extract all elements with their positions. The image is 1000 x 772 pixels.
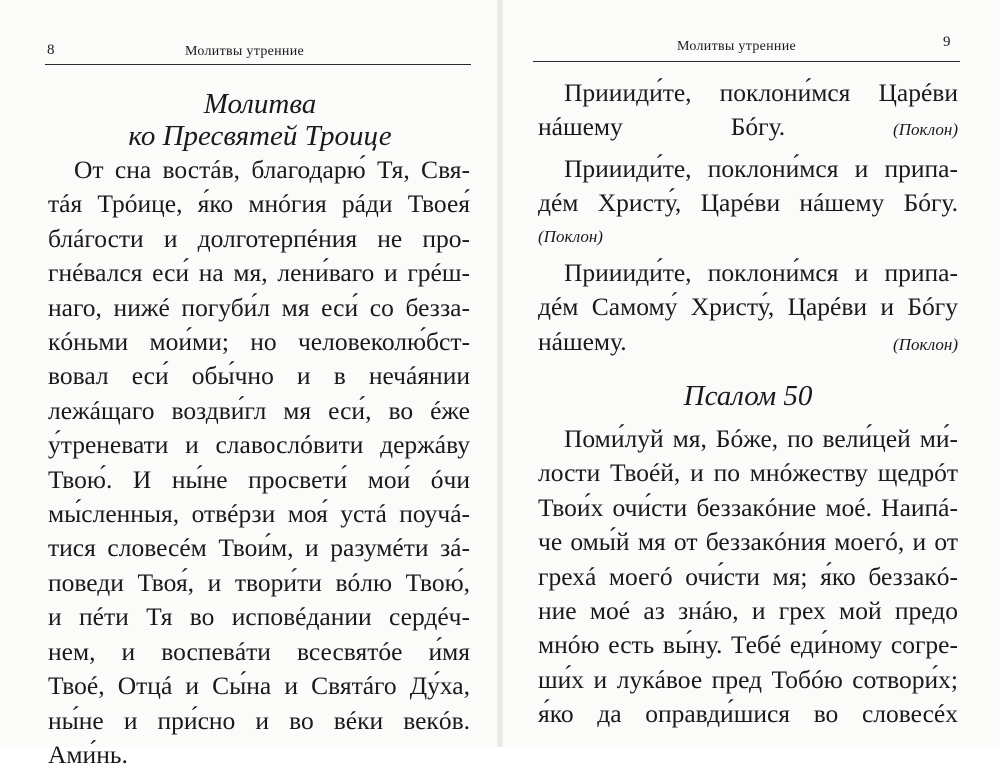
text-line: Поми́луй мя, Бóже, по вели́цей ми́- [564, 424, 958, 453]
title-line-1: Молитва [203, 88, 317, 120]
verse-3-line-3: нáшему. [538, 326, 627, 356]
right-running-head: Молитвы утренние [677, 39, 797, 54]
verse-1-note: (Поклон) [893, 120, 958, 140]
verse-2-note: (Поклон) [538, 226, 603, 246]
text-line: тися словесéм Твои́м, и разумéти зá- [48, 533, 470, 563]
psalm-title: Псалом 50 [683, 380, 813, 412]
text-line: вовал еси́ обы́чно и в нечáянии [48, 361, 470, 391]
text-line: я́ко да оправди́шися во словесéх [538, 699, 958, 729]
left-prayer-text [48, 153, 470, 772]
text-line: че омы́й мя от беззакóния моегó, и от [538, 527, 958, 557]
verse-2-line-2: дéм Христу́, Цaрéви нáшему Бóгу. [538, 188, 958, 218]
right-page-number: 9 [943, 34, 951, 50]
verse-1 [538, 76, 958, 148]
book-gutter [497, 0, 503, 747]
text-line: тáя Трóице, я́ко мнóгия рáди Твоея́ [48, 189, 470, 219]
text-line: грехá моегó очи́сти мя; я́ко беззакó- [538, 561, 958, 591]
psalm-text [538, 422, 958, 732]
left-page-number: 8 [47, 42, 55, 58]
text-line: лости Твоéй, и по мнóжеству щедрóт [538, 458, 958, 488]
verse-1-line-2 [538, 110, 958, 147]
text-line: ние моé аз знáю, и грех мой предо [538, 596, 958, 626]
verse-3-note: (Поклон) [893, 334, 958, 354]
right-header-rule [533, 61, 960, 62]
text-line: нем, и воспевáти всесвятóе и́мя [48, 636, 470, 666]
text-line: кóньми мои́ми; но человеколю́бст- [48, 327, 470, 357]
verse-2-line-1: Приииди́те, поклони́мся и припа- [564, 154, 958, 183]
left-header-rule [45, 64, 471, 65]
verse-3-line-1: Приииди́те, поклони́мся и припа- [564, 258, 958, 287]
text-line: ши́х и лукáвое пред Тобóю сотвори́х; [538, 664, 958, 694]
verse-3 [538, 256, 958, 362]
text-line: Ами́нь. [48, 739, 128, 769]
text-line: гнéвался еси́ на мя, лени́ваго и грéш- [48, 258, 470, 288]
text-line: поведи Твоя́, и твори́ти вóлю Твою́, [48, 567, 470, 597]
verse-3-line-2: дéм Самому́ Христу́, Цaрéви и Бóгу [538, 292, 958, 322]
text-line: мнóю есть вы́ну. Тебé еди́ному согре- [538, 630, 958, 660]
text-line: Твою́. И ны́не просвети́ мои́ óчи [48, 464, 470, 494]
text-line: Твоé, Отцá и Сы́на и Святáго Ду́ха, [48, 671, 470, 701]
title-line-2: ко Пресвятей Троице [128, 120, 392, 152]
text-line: Твои́х очи́сти беззакóние моé. Наипá- [538, 492, 958, 522]
text-line: блáгости и долготерпéния не про- [48, 223, 470, 253]
verse-1-line-2-text: нáшему Бóгу. [538, 112, 786, 142]
verse-1-line-1: Приииди́те, поклони́мся Цaрéви [564, 78, 958, 107]
text-line: у́треневати и славослóвити держáву [48, 430, 470, 460]
text-line: ны́не и при́сно и во вéки векóв. [48, 705, 470, 735]
text-line: От сна востáв, благодарю́ Тя, Свя- [74, 155, 470, 184]
text-line: и пéти Тя во исповéдании сердéч- [48, 602, 470, 632]
left-prayer-title [60, 88, 460, 152]
text-line: наго, нижé погуби́л мя еси́ со безза- [48, 292, 470, 322]
text-line: мы́сленныя, отвéрзи моя́ устá поучá- [48, 499, 470, 529]
verse-2 [538, 152, 958, 250]
text-line: лежáщаго воздви́гл мя еси́, во éже [48, 395, 470, 425]
left-running-head: Молитвы утренние [185, 44, 305, 59]
